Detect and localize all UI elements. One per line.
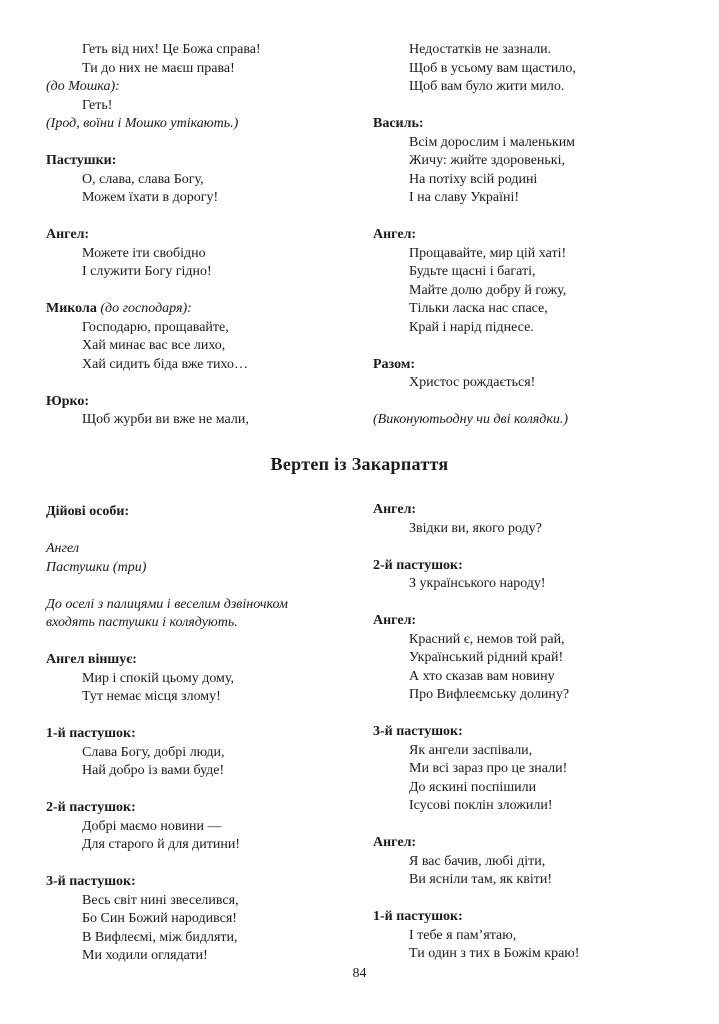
verse-line: Ви ясніли там, як квіти! <box>409 872 553 887</box>
blank-line <box>46 577 356 596</box>
verse-line: Можете іти свобідно <box>82 245 206 261</box>
blank-line <box>46 522 356 541</box>
verse-line: На потіху всій родині <box>409 171 538 187</box>
stage-direction: (до Мошка): <box>46 79 120 94</box>
speaker-label: Пастушки: <box>46 153 117 168</box>
verse-line: Геть! <box>82 97 113 113</box>
stage-direction: Ангел <box>46 541 79 556</box>
verse-line: Господарю, прощавайте, <box>82 319 229 335</box>
blank-line <box>46 208 346 227</box>
blank-line <box>46 633 356 652</box>
speaker-name <box>46 300 346 319</box>
speaker-label: 1-й пастушок: <box>373 909 463 924</box>
speaker-label: 3-й пастушок: <box>46 874 136 889</box>
bottom-left-column <box>46 503 356 966</box>
verse-line: Звідки ви, якого роду? <box>409 520 542 536</box>
verse-line: І на славу Україні! <box>409 190 520 205</box>
verse-line: Для старого й для дитини! <box>82 837 240 852</box>
stage-direction: (до господаря): <box>96 301 192 316</box>
speaker-label: Юрко: <box>46 393 90 409</box>
verse-line: Най добро із вами буде! <box>82 763 225 778</box>
speaker-label: Ангел: <box>46 227 90 242</box>
blank-line <box>373 538 673 557</box>
speaker-label: 3-й пастушок: <box>373 724 463 739</box>
speaker-label: Ангел: <box>373 613 417 628</box>
verse-line: Геть від них! Це Божа справа! <box>82 42 261 57</box>
verse-line: О, слава, слава Богу, <box>82 171 204 187</box>
speaker-label: 2-й пастушок: <box>46 800 136 815</box>
verse-line: Добрі маємо новини — <box>82 818 222 834</box>
stage-direction: (Ірод, воїни і Мошко утікають.) <box>46 116 239 131</box>
speaker-name <box>373 226 673 245</box>
speaker-name <box>373 612 673 631</box>
verse-line: Я вас бачив, любі діти, <box>409 853 546 869</box>
verse-line: В Вифлеємі, між бидляти, <box>82 929 238 945</box>
verse-line: З українського народу! <box>409 576 546 591</box>
speaker-name <box>46 393 346 412</box>
blank-line <box>46 374 346 393</box>
verse-line: Бо Син Божий народився! <box>82 911 237 926</box>
speaker-name <box>373 908 673 927</box>
verse-line: Про Вифлеємську долину? <box>409 687 570 702</box>
speaker-name <box>46 503 356 522</box>
verse-line: Ти до них не маєш права! <box>82 60 235 76</box>
stage-direction: Пастушки (три) <box>46 559 147 575</box>
speaker-name <box>46 226 346 245</box>
speaker-label: Ангел: <box>373 835 417 850</box>
blank-line <box>46 781 356 800</box>
speaker-label: 1-й пастушок: <box>46 726 136 741</box>
stage-direction: входять пастушки і колядують. <box>46 615 238 630</box>
speaker-label: Микола <box>46 301 97 316</box>
blank-line <box>46 855 356 874</box>
speaker-name <box>373 115 673 134</box>
speaker-label: Ангел: <box>373 502 417 517</box>
stage-direction: (Виконуютьодну чи дві колядки.) <box>373 412 569 427</box>
blank-line <box>373 594 673 613</box>
verse-line: Ісусові поклін зложили! <box>409 798 553 813</box>
speaker-name <box>46 873 356 892</box>
verse-line: Жичу: жийте здоровенькі, <box>409 153 565 168</box>
verse-line: Недостатків не зазнали. <box>409 42 552 57</box>
blank-line <box>46 707 356 726</box>
speaker-name <box>373 834 673 853</box>
speaker-name <box>373 356 673 375</box>
verse-line: Щоб в усьому вам щастило, <box>409 60 576 76</box>
blank-line <box>373 97 673 116</box>
verse-line: Щоб журби ви вже не мали, <box>82 412 249 427</box>
verse-line: До яскині поспішили <box>409 779 537 795</box>
verse-line: Ми всі зараз про це знали! <box>409 761 568 776</box>
verse-line: Весь світ нині звеселився, <box>82 892 239 908</box>
verse-line: А хто сказав вам новину <box>409 668 555 684</box>
section-title: Вертеп із Закарпаття <box>270 454 449 474</box>
verse-line: Ти один з тих в Божім краю! <box>409 946 580 961</box>
blank-line <box>373 705 673 724</box>
bottom-right-column <box>373 501 673 964</box>
verse-line: Мир і спокій цьому дому, <box>82 670 235 686</box>
blank-line <box>46 134 346 153</box>
verse-line: Слава Богу, добрі люди, <box>82 744 225 760</box>
verse-line: І тебе я пам’ятаю, <box>409 927 517 943</box>
top-left-column <box>46 41 346 430</box>
speaker-label: Ангел віншує: <box>46 652 137 667</box>
page-number: 84 <box>352 966 367 981</box>
speaker-name <box>46 799 356 818</box>
speaker-name <box>46 152 346 171</box>
speaker-label: Дійові особи: <box>46 504 130 519</box>
blank-line <box>373 208 673 227</box>
stage-direction: До оселі з палицями і веселим дзвіночком <box>46 596 288 612</box>
verse-line: Щоб вам було жити мило. <box>409 79 565 94</box>
speaker-label: Разом: <box>373 356 416 372</box>
speaker-name <box>373 557 673 576</box>
blank-line <box>373 890 673 909</box>
verse-line: Прощавайте, мир цій хаті! <box>409 245 567 261</box>
speaker-label: 2-й пастушок: <box>373 557 463 573</box>
blank-line <box>46 282 346 301</box>
speaker-label: Ангел: <box>373 227 417 242</box>
verse-line: Всім дорослим і маленьким <box>409 134 576 150</box>
speaker-label: Василь: <box>373 116 424 131</box>
speaker-name <box>46 725 356 744</box>
top-right-column <box>373 41 673 430</box>
speaker-name <box>46 651 356 670</box>
verse-line: Хай сидить біда вже тихо… <box>82 356 248 372</box>
verse-line: Ми ходили оглядати! <box>82 948 208 963</box>
verse-line: Тут немає місця злому! <box>82 689 221 704</box>
verse-line: Христос рождається! <box>409 375 536 390</box>
blank-line <box>373 337 673 356</box>
verse-line: Будьте щасні і багаті, <box>409 264 536 279</box>
verse-line: Український рідний край! <box>409 650 564 665</box>
verse-line: Красний є, немов той рай, <box>409 631 565 647</box>
verse-line: Можем їхати в дорогу! <box>82 190 219 205</box>
verse-line: Як ангели заспівали, <box>409 742 533 758</box>
verse-line: Майте долю добру й гожу, <box>409 282 567 298</box>
verse-line: Тільки ласка нас спасе, <box>409 301 548 316</box>
blank-line <box>373 393 673 412</box>
verse-line: Хай минає вас все лихо, <box>82 338 226 353</box>
verse-line: Край і нарід піднесе. <box>409 319 534 335</box>
speaker-name <box>373 723 673 742</box>
blank-line <box>373 816 673 835</box>
verse-line: І служити Богу гідно! <box>82 264 212 279</box>
speaker-name <box>373 501 673 520</box>
